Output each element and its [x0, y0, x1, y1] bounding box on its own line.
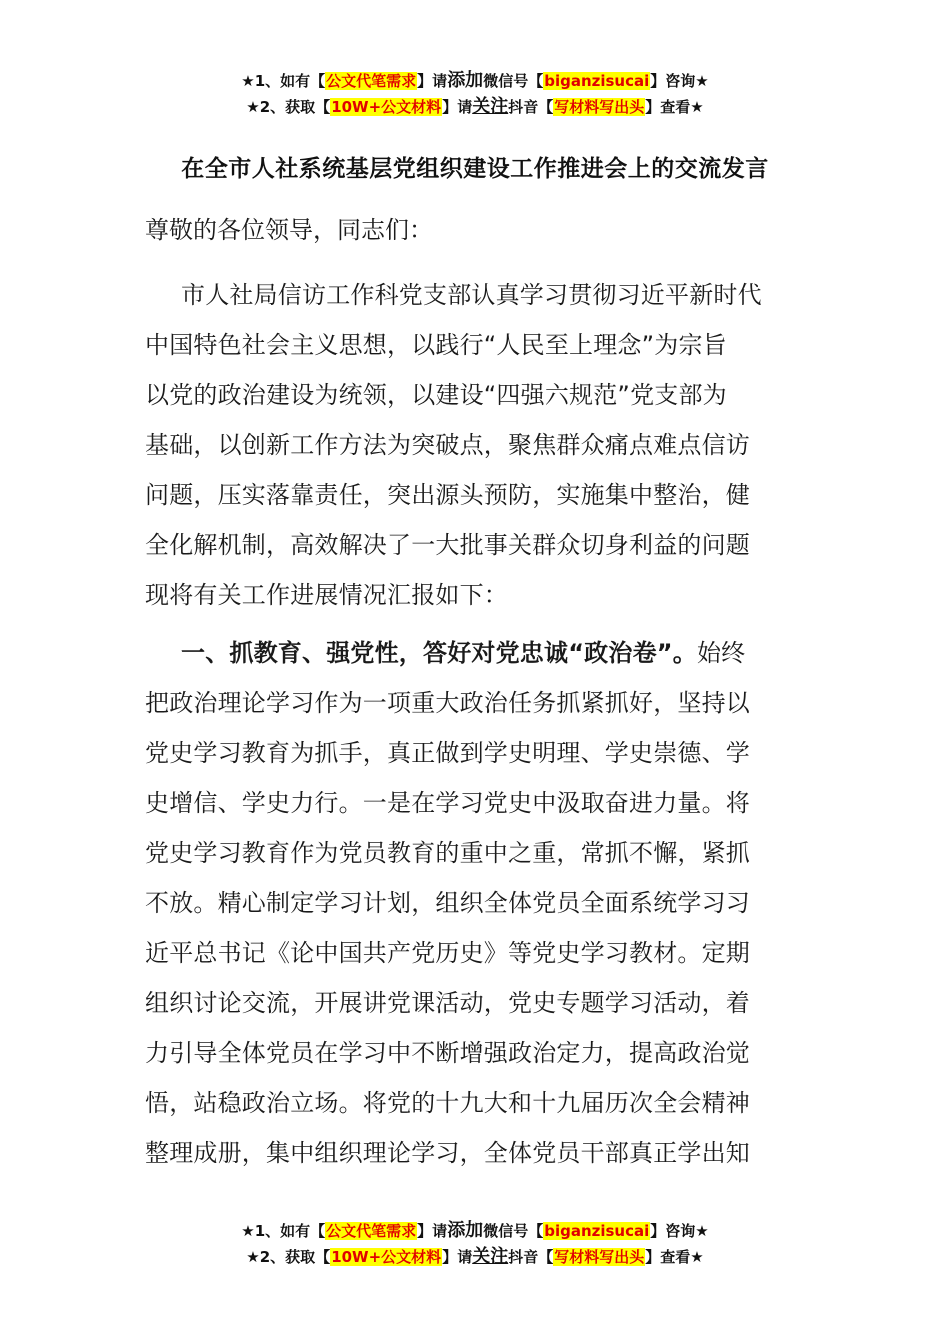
section-1-heading: 一、抓教育、强党性，答好对党忠诚“政治卷”。: [181, 639, 697, 667]
promo-banner-top: [0, 68, 950, 120]
text-line: 力引导全体党员在学习中不断增强政治定力，提高政治觉: [145, 1039, 750, 1067]
text-line: 问题，压实落靠责任，突出源头预防，实施集中整治，健: [145, 481, 750, 509]
highlight-douyin-name: 写材料写出头: [554, 98, 645, 116]
promo-text: ★1、如有【: [241, 72, 326, 90]
promo-text: ★2、获取【: [246, 98, 331, 116]
text-line: 中国特色社会主义思想，以践行“人民至上理念”为宗旨: [145, 331, 727, 359]
promo-text: 】咨询★: [650, 1222, 709, 1240]
emphasis-follow: 关注: [472, 96, 509, 117]
text-line: 近平总书记《论中国共产党历史》等党史学习教材。定期: [145, 939, 750, 967]
highlight-materials: 10W+公文材料: [331, 98, 442, 116]
promo-text: 】请: [442, 98, 473, 116]
promo-line-2: [0, 1244, 950, 1270]
paragraph-intro: [145, 270, 805, 620]
promo-line-1: [0, 68, 950, 94]
promo-text: 】请: [417, 1222, 448, 1240]
text-line: 市人社局信访工作科党支部认真学习贯彻习近平新时代: [181, 281, 762, 309]
greeting: 尊敬的各位领导，同志们：: [145, 216, 433, 244]
highlight-service: 公文代笔需求: [326, 72, 417, 90]
document-title: 在全市人社系统基层党组织建设工作推进会上的交流发言: [181, 156, 769, 182]
promo-text: 抖音【: [508, 1248, 554, 1266]
promo-text: 微信号【: [483, 1222, 544, 1240]
promo-text: 】查看★: [645, 1248, 704, 1266]
promo-text: 微信号【: [483, 72, 544, 90]
section-1-first-line: [145, 628, 805, 678]
text-line: 整理成册，集中组织理论学习，全体党员干部真正学出知: [145, 1139, 750, 1167]
paragraph-section-1: [145, 628, 805, 1178]
promo-text: 】请: [417, 72, 448, 90]
text-line: 基础，以创新工作方法为突破点，聚焦群众痛点难点信访: [145, 431, 750, 459]
highlight-wechat-id: biganzisucai: [544, 72, 650, 90]
highlight-wechat-id: biganzisucai: [544, 1222, 650, 1240]
promo-text: 】咨询★: [650, 72, 709, 90]
text-line: 现将有关工作进展情况汇报如下：: [145, 581, 508, 609]
text-line: 党史学习教育作为党员教育的重中之重，常抓不懈，紧抓: [145, 839, 750, 867]
text-line: 悟，站稳政治立场。将党的十九大和十九届历次全会精神: [145, 1089, 750, 1117]
promo-text: 抖音【: [508, 98, 554, 116]
promo-line-1: [0, 1218, 950, 1244]
text-line: 史增信、学史力行。一是在学习党史中汲取奋进力量。将: [145, 789, 750, 817]
text-line: 不放。精心制定学习计划，组织全体党员全面系统学习习: [145, 889, 750, 917]
text-line: 党史学习教育为抓手，真正做到学史明理、学史崇德、学: [145, 739, 750, 767]
highlight-douyin-name: 写材料写出头: [554, 1248, 645, 1266]
promo-text: ★2、获取【: [246, 1248, 331, 1266]
promo-text: 】请: [442, 1248, 473, 1266]
text-line: 以党的政治建设为统领，以建设“四强六规范”党支部为: [145, 381, 727, 409]
text-line: 组织讨论交流，开展讲党课活动，党史专题学习活动，着: [145, 989, 750, 1017]
highlight-materials: 10W+公文材料: [331, 1248, 442, 1266]
text-line: 全化解机制，高效解决了一大批事关群众切身利益的问题: [145, 531, 750, 559]
section-1-first-tail: 始终: [696, 639, 746, 667]
text-line: 把政治理论学习作为一项重大政治任务抓紧抓好，坚持以: [145, 689, 750, 717]
promo-banner-bottom: [0, 1218, 950, 1270]
promo-text: ★1、如有【: [241, 1222, 326, 1240]
emphasis-add: 添加: [447, 1220, 484, 1241]
emphasis-follow: 关注: [472, 1246, 509, 1267]
emphasis-add: 添加: [447, 70, 484, 91]
highlight-service: 公文代笔需求: [326, 1222, 417, 1240]
promo-text: 】查看★: [645, 98, 704, 116]
promo-line-2: [0, 94, 950, 120]
